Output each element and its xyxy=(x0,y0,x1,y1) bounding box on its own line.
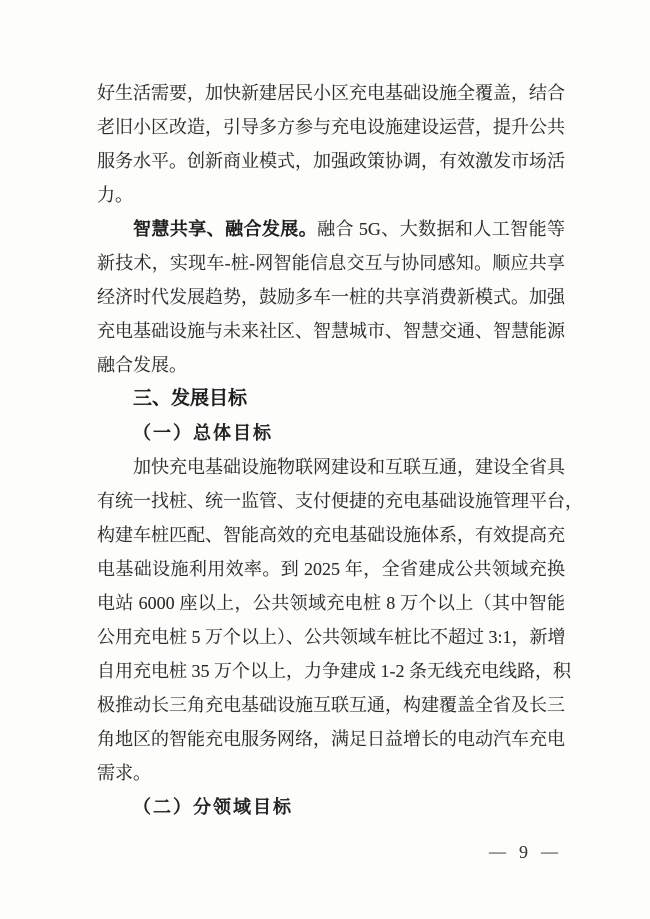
body-line: 经济时代发展趋势，鼓励多车一桩的共享消费新模式。加强 xyxy=(97,287,565,307)
body-line: 公用充电桩 5 万个以上）、公共领域车桩比不超过 3:1，新增 xyxy=(97,627,566,647)
subsection-heading: （二）分领域目标 xyxy=(133,797,293,817)
body-line: 电基础设施利用效率。到 2025 年，全省建成公共领域充换 xyxy=(97,559,565,579)
body-line: 充电基础设施与未来社区、智慧城市、智慧交通、智慧能源 xyxy=(97,321,565,341)
body-line: 角地区的智能充电服务网络，满足日益增长的电动汽车充电 xyxy=(97,729,565,749)
body-line: 有统一找桩、统一监管、支付便捷的充电基础设施管理平台， xyxy=(97,491,583,511)
body-line: 新技术，实现车-桩-网智能信息交互与协同感知。顺应共享 xyxy=(97,253,565,273)
body-line: 构建车桩匹配、智能高效的充电基础设施体系，有效提高充 xyxy=(97,525,565,545)
body-line: 力。 xyxy=(97,185,133,205)
body-line: 融合发展。 xyxy=(97,355,187,375)
body-line: 极推动长三角充电基础设施互联互通，构建覆盖全省及长三 xyxy=(97,695,565,715)
body-line: 自用充电桩 35 万个以上，力争建成 1-2 条无线充电线路，积 xyxy=(97,661,571,681)
page-footer xyxy=(489,840,558,864)
body-line: 需求。 xyxy=(97,763,151,783)
body-line: 电站 6000 座以上，公共领域充电桩 8 万个以上（其中智能 xyxy=(97,593,565,613)
footer-dash-left: — xyxy=(489,842,506,861)
document-body xyxy=(97,76,583,824)
footer-dash-right: — xyxy=(541,842,558,861)
page-number: 9 xyxy=(519,842,528,862)
subsection-heading: （一）总体目标 xyxy=(133,423,273,443)
body-line: 服务水平。创新商业模式，加强政策协调，有效激发市场活 xyxy=(97,151,565,171)
body-line: 加快充电基础设施物联网建设和互联互通，建设全省具 xyxy=(133,457,565,477)
body-line xyxy=(97,212,565,246)
paragraph-lead-bold: 智慧共享、融合发展。 xyxy=(133,219,318,239)
body-line: 好生活需要，加快新建居民小区充电基础设施全覆盖，结合 xyxy=(97,83,565,103)
section-heading: 三、发展目标 xyxy=(133,388,248,409)
body-line-text: 融合 5G、大数据和人工智能等 xyxy=(317,219,566,239)
body-line: 老旧小区改造，引导多方参与充电设施建设运营，提升公共 xyxy=(97,117,565,137)
